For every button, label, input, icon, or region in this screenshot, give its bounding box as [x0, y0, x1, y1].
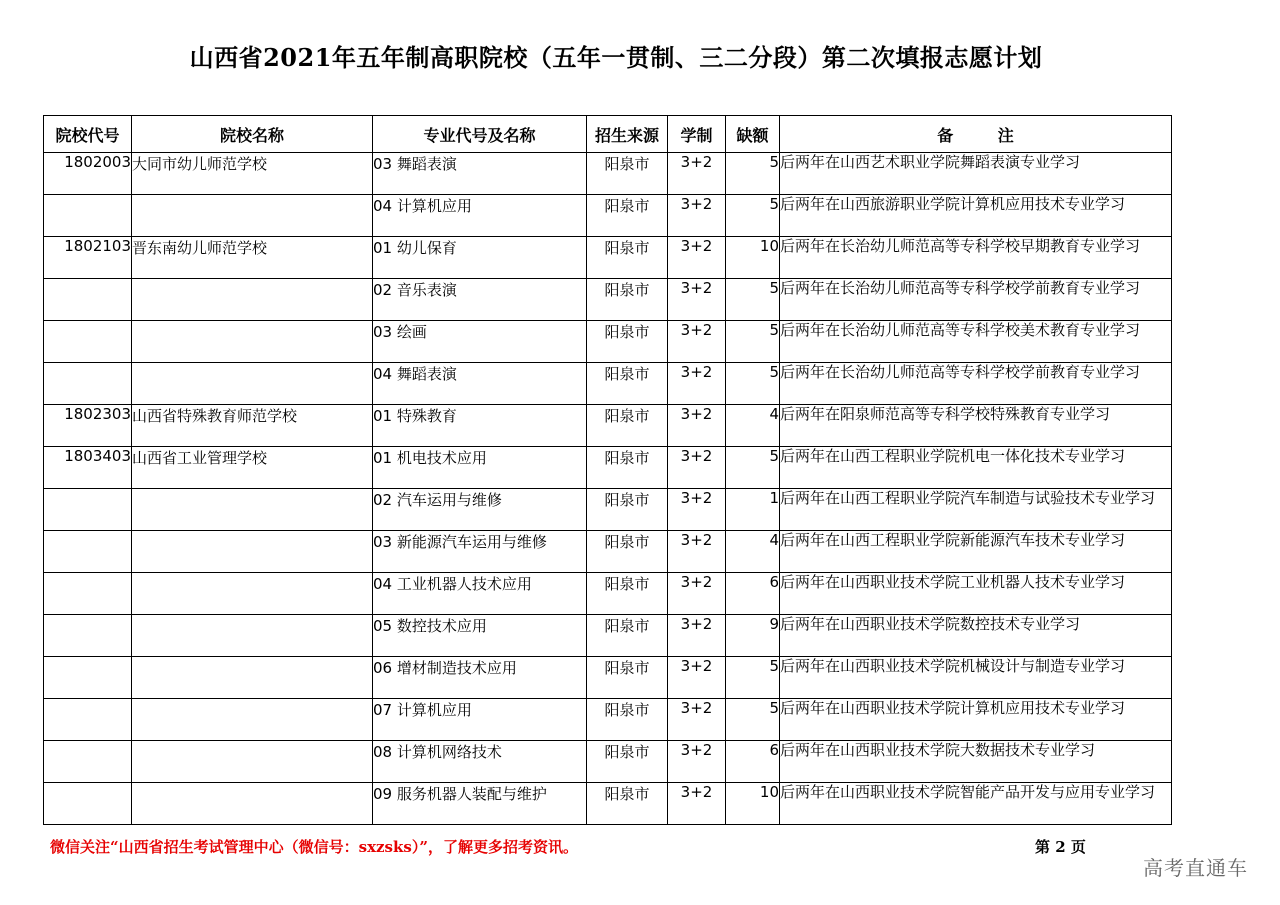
remark-cell: 后两年在山西艺术职业学院舞蹈表演专业学习: [780, 153, 1172, 195]
table-header-row: [44, 116, 1172, 153]
school-name-cell: 大同市幼儿师范学校: [132, 153, 373, 195]
remark-cell: 后两年在山西工程职业学院新能源汽车技术专业学习: [780, 531, 1172, 573]
source-cell: 阳泉市: [587, 489, 668, 531]
school-code-cell: [44, 363, 132, 405]
vacancy-cell: 5: [726, 279, 780, 321]
major-cell: 02 汽车运用与维修: [373, 489, 587, 531]
table-row: [44, 279, 1172, 321]
source-cell: 阳泉市: [587, 447, 668, 489]
major-cell: 04 计算机应用: [373, 195, 587, 237]
header-major: 专业代号及名称: [373, 116, 587, 153]
major-cell: 01 幼儿保育: [373, 237, 587, 279]
school-code-cell: [44, 783, 132, 825]
vacancy-cell: 5: [726, 657, 780, 699]
school-code-cell: [44, 279, 132, 321]
vacancy-cell: 6: [726, 573, 780, 615]
table-row: [44, 237, 1172, 279]
major-cell: 07 计算机应用: [373, 699, 587, 741]
plan-table: [43, 115, 1172, 825]
header-source: 招生来源: [587, 116, 668, 153]
major-cell: 06 增材制造技术应用: [373, 657, 587, 699]
table-row: [44, 531, 1172, 573]
header-school-code: 院校代号: [44, 116, 132, 153]
table-row: [44, 321, 1172, 363]
remark-cell: 后两年在山西职业技术学院数控技术专业学习: [780, 615, 1172, 657]
system-cell: 3+2: [668, 153, 726, 195]
table-row: [44, 489, 1172, 531]
major-cell: 03 绘画: [373, 321, 587, 363]
school-code-cell: [44, 573, 132, 615]
school-name-cell: [132, 363, 373, 405]
header-system: 学制: [668, 116, 726, 153]
school-code-cell: [44, 489, 132, 531]
school-name-cell: [132, 741, 373, 783]
vacancy-cell: 4: [726, 531, 780, 573]
major-cell: 01 特殊教育: [373, 405, 587, 447]
system-cell: 3+2: [668, 195, 726, 237]
source-cell: 阳泉市: [587, 573, 668, 615]
remark-cell: 后两年在山西职业技术学院大数据技术专业学习: [780, 741, 1172, 783]
major-cell: 08 计算机网络技术: [373, 741, 587, 783]
table-row: [44, 153, 1172, 195]
system-cell: 3+2: [668, 783, 726, 825]
source-cell: 阳泉市: [587, 279, 668, 321]
major-cell: 04 工业机器人技术应用: [373, 573, 587, 615]
system-cell: 3+2: [668, 237, 726, 279]
school-name-cell: [132, 195, 373, 237]
system-cell: 3+2: [668, 699, 726, 741]
vacancy-cell: 5: [726, 363, 780, 405]
source-cell: 阳泉市: [587, 405, 668, 447]
school-code-cell: 1803403: [44, 447, 132, 489]
vacancy-cell: 4: [726, 405, 780, 447]
school-name-cell: [132, 657, 373, 699]
source-cell: 阳泉市: [587, 237, 668, 279]
source-cell: 阳泉市: [587, 321, 668, 363]
table-row: [44, 699, 1172, 741]
wechat-follow-note: 微信关注“山西省招生考试管理中心（微信号：sxzsks）”，了解更多招考资讯。: [50, 838, 578, 856]
major-cell: 09 服务机器人装配与维护: [373, 783, 587, 825]
school-code-cell: 1802003: [44, 153, 132, 195]
remark-cell: 后两年在长治幼儿师范高等专科学校美术教育专业学习: [780, 321, 1172, 363]
school-name-cell: [132, 489, 373, 531]
source-cell: 阳泉市: [587, 195, 668, 237]
system-cell: 3+2: [668, 531, 726, 573]
system-cell: 3+2: [668, 321, 726, 363]
vacancy-cell: 5: [726, 447, 780, 489]
remark-cell: 后两年在阳泉师范高等专科学校特殊教育专业学习: [780, 405, 1172, 447]
source-cell: 阳泉市: [587, 741, 668, 783]
table-row: [44, 405, 1172, 447]
major-cell: 01 机电技术应用: [373, 447, 587, 489]
school-name-cell: 山西省特殊教育师范学校: [132, 405, 373, 447]
vacancy-cell: 5: [726, 153, 780, 195]
remark-cell: 后两年在山西职业技术学院智能产品开发与应用专业学习: [780, 783, 1172, 825]
table-row: [44, 783, 1172, 825]
system-cell: 3+2: [668, 279, 726, 321]
school-code-cell: [44, 321, 132, 363]
school-code-cell: [44, 741, 132, 783]
header-school-name: 院校名称: [132, 116, 373, 153]
remark-cell: 后两年在山西工程职业学院汽车制造与试验技术专业学习: [780, 489, 1172, 531]
table-row: [44, 363, 1172, 405]
system-cell: 3+2: [668, 741, 726, 783]
watermark: 高考直通车: [1143, 856, 1248, 880]
school-code-cell: 1802303: [44, 405, 132, 447]
school-name-cell: [132, 531, 373, 573]
school-name-cell: [132, 615, 373, 657]
source-cell: 阳泉市: [587, 531, 668, 573]
page-number: 第 2 页: [1035, 838, 1086, 856]
school-code-cell: [44, 657, 132, 699]
vacancy-cell: 6: [726, 741, 780, 783]
system-cell: 3+2: [668, 615, 726, 657]
source-cell: 阳泉市: [587, 783, 668, 825]
table-row: [44, 741, 1172, 783]
remark-cell: 后两年在山西职业技术学院工业机器人技术专业学习: [780, 573, 1172, 615]
system-cell: 3+2: [668, 405, 726, 447]
table-row: [44, 447, 1172, 489]
school-name-cell: 山西省工业管理学校: [132, 447, 373, 489]
school-code-cell: [44, 699, 132, 741]
header-vacancy: 缺额: [726, 116, 780, 153]
remark-cell: 后两年在山西工程职业学院机电一体化技术专业学习: [780, 447, 1172, 489]
major-cell: 04 舞蹈表演: [373, 363, 587, 405]
system-cell: 3+2: [668, 489, 726, 531]
table-row: [44, 615, 1172, 657]
school-name-cell: 晋东南幼儿师范学校: [132, 237, 373, 279]
school-name-cell: [132, 279, 373, 321]
header-remark: 备 注: [780, 116, 1172, 153]
table-row: [44, 573, 1172, 615]
remark-cell: 后两年在山西旅游职业学院计算机应用技术专业学习: [780, 195, 1172, 237]
source-cell: 阳泉市: [587, 153, 668, 195]
school-code-cell: [44, 531, 132, 573]
vacancy-cell: 1: [726, 489, 780, 531]
major-cell: 02 音乐表演: [373, 279, 587, 321]
remark-cell: 后两年在山西职业技术学院计算机应用技术专业学习: [780, 699, 1172, 741]
remark-cell: 后两年在山西职业技术学院机械设计与制造专业学习: [780, 657, 1172, 699]
vacancy-cell: 10: [726, 783, 780, 825]
vacancy-cell: 10: [726, 237, 780, 279]
vacancy-cell: 5: [726, 321, 780, 363]
major-cell: 05 数控技术应用: [373, 615, 587, 657]
vacancy-cell: 5: [726, 699, 780, 741]
remark-cell: 后两年在长治幼儿师范高等专科学校学前教育专业学习: [780, 279, 1172, 321]
vacancy-cell: 9: [726, 615, 780, 657]
source-cell: 阳泉市: [587, 699, 668, 741]
school-name-cell: [132, 573, 373, 615]
source-cell: 阳泉市: [587, 657, 668, 699]
remark-cell: 后两年在长治幼儿师范高等专科学校学前教育专业学习: [780, 363, 1172, 405]
document-title: 山西省2021年五年制高职院校（五年一贯制、三二分段）第二次填报志愿计划: [189, 43, 1043, 72]
table-row: [44, 195, 1172, 237]
system-cell: 3+2: [668, 447, 726, 489]
system-cell: 3+2: [668, 657, 726, 699]
system-cell: 3+2: [668, 363, 726, 405]
school-code-cell: 1802103: [44, 237, 132, 279]
major-cell: 03 舞蹈表演: [373, 153, 587, 195]
school-code-cell: [44, 615, 132, 657]
vacancy-cell: 5: [726, 195, 780, 237]
school-code-cell: [44, 195, 132, 237]
source-cell: 阳泉市: [587, 615, 668, 657]
source-cell: 阳泉市: [587, 363, 668, 405]
system-cell: 3+2: [668, 573, 726, 615]
remark-cell: 后两年在长治幼儿师范高等专科学校早期教育专业学习: [780, 237, 1172, 279]
school-name-cell: [132, 783, 373, 825]
table-row: [44, 657, 1172, 699]
school-name-cell: [132, 321, 373, 363]
school-name-cell: [132, 699, 373, 741]
major-cell: 03 新能源汽车运用与维修: [373, 531, 587, 573]
